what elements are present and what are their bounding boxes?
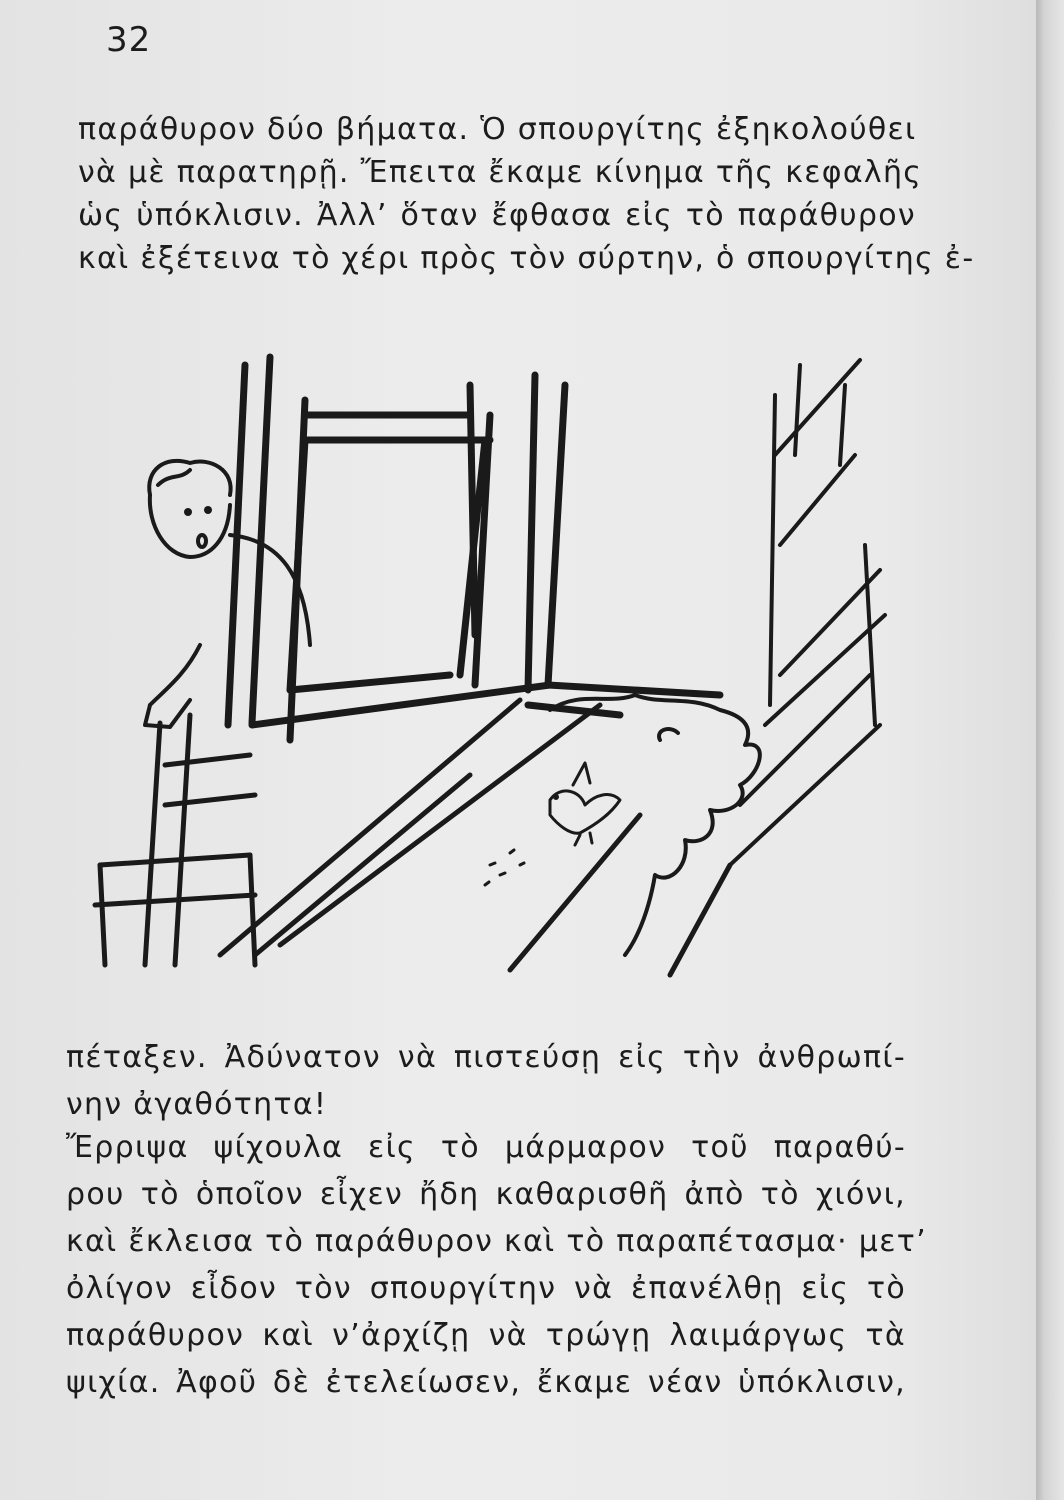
- sparrow: [550, 763, 620, 845]
- window-frame: [228, 357, 720, 740]
- text-line: καὶ ἔκλεισα τὸ παράθυρον καὶ τὸ παραπέτασμα· μετ’: [66, 1224, 927, 1259]
- text-line: νὰ μὲ παρατηρῇ. Ἔπειτα ἔκαμε κίνημα τῆς κεφαλῆς: [78, 155, 923, 190]
- text-line: παράθυρον δύο βήματα. Ὁ σπουργίτης ἐξηκολούθει: [78, 112, 917, 147]
- text-line: ὀλίγον εἶδον τὸν σπουργίτην νὰ ἐπανέλθῃ εἰς τὸ: [66, 1271, 906, 1306]
- page-edge-shadow: [1036, 0, 1064, 1500]
- text-line: ρου τὸ ὁποῖον εἶχεν ἤδη καθαρισθῆ ἀπὸ τὸ χιόνι,: [66, 1177, 906, 1212]
- text-line: ὡς ὑπόκλισιν. Ἀλλ’ ὅταν ἔφθασα εἰς τὸ παράθυρον: [78, 198, 916, 233]
- snow-mound: [550, 695, 760, 955]
- paragraph-2: [66, 1034, 906, 1128]
- paragraph-3: [66, 1124, 927, 1406]
- text-line: καὶ ἐξέτεινα τὸ χέρι πρὸς τὸν σύρτην, ὁ σπουργίτης ἐ-: [78, 241, 975, 276]
- crumbs: [485, 850, 524, 885]
- illustration: [80, 345, 910, 1005]
- chair: [95, 715, 255, 965]
- text-line: παράθυρον καὶ ν’ἀρχίζῃ νὰ τρώγῃ λαιμάργως τὰ: [66, 1318, 906, 1353]
- page-number: 32: [106, 20, 152, 60]
- text-line: νην ἀγαθότητα!: [66, 1087, 328, 1122]
- window-sill: [220, 700, 730, 975]
- text-line: ψιχία. Ἀφοῦ δὲ ἐτελείωσεν, ἔκαμε νέαν ὑπόκλισιν,: [66, 1365, 906, 1400]
- text-line: πέταξεν. Ἀδύνατον νὰ πιστεύσῃ εἰς τὴν ἀνθρωπί-: [66, 1040, 906, 1075]
- paragraph-1: [78, 108, 975, 280]
- text-line: Ἔρριψα ψίχουλα εἰς τὸ μάρμαρον τοῦ παραθύ-: [66, 1130, 906, 1165]
- wall-lines: [730, 360, 885, 865]
